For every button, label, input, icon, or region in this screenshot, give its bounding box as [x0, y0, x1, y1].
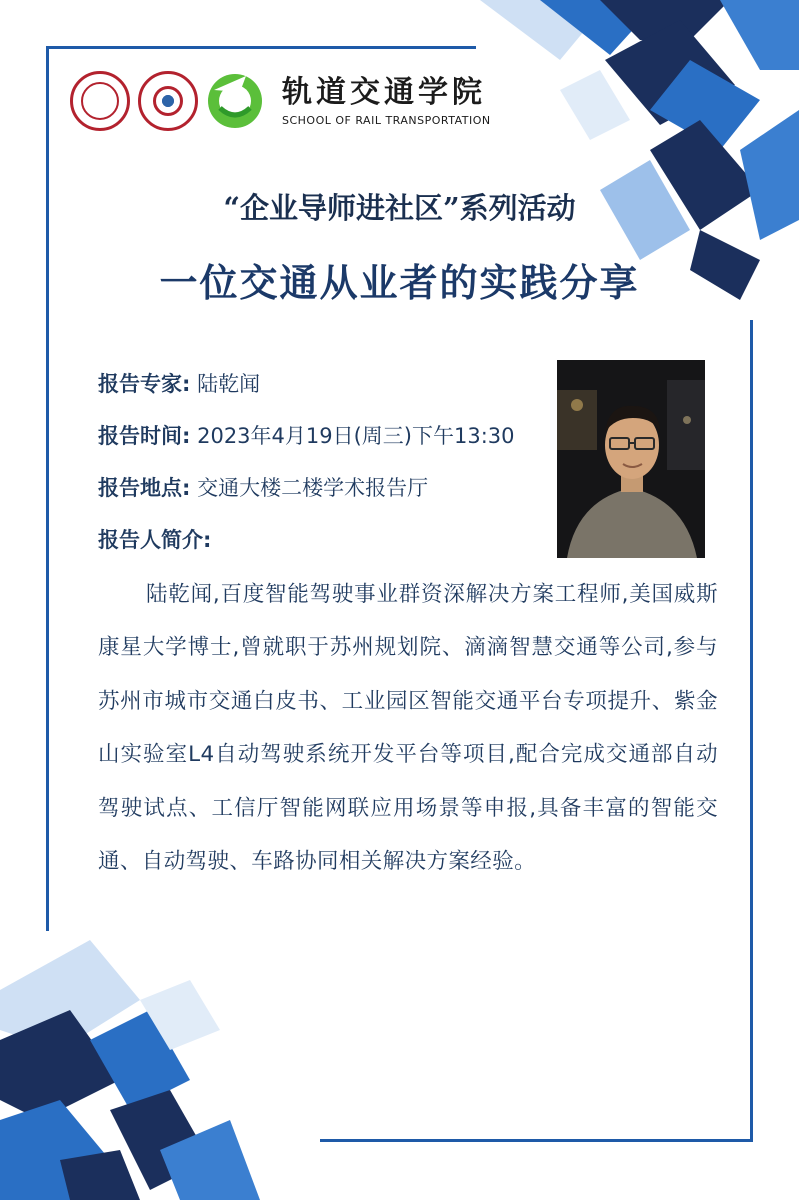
- time-label: 报告时间:: [98, 424, 191, 448]
- university-seal-logo: [70, 71, 130, 131]
- school-name-en: SCHOOL OF RAIL TRANSPORTATION: [282, 113, 491, 127]
- event-series-title: “企业导师进社区”系列活动: [223, 191, 576, 225]
- place-value: 交通大楼二楼学术报告厅: [197, 476, 429, 500]
- talk-title: 一位交通从业者的实践分享: [159, 261, 640, 305]
- speaker-photo: [557, 360, 705, 558]
- intro-row: [98, 524, 211, 554]
- rail-school-logo-icon: [206, 72, 264, 130]
- time-value: 2023年4月19日(周三)下午13:30: [197, 424, 515, 448]
- expert-label: 报告专家:: [98, 372, 191, 396]
- expert-row: [98, 368, 260, 398]
- intro-label: 报告人简介:: [98, 528, 212, 552]
- school-name-cn: 轨道交通学院: [282, 74, 486, 110]
- speaker-bio: 陆乾闻,百度智能驾驶事业群资深解决方案工程师,美国威斯康星大学博士,曾就职于苏州规划院、滴滴智慧交通等公司,参与苏州市城市交通白皮书、工业园区智能交通平台专项提升、紫金山实验室L4自动驾驶系统开发平台等项目,配合完成交通部自动驾驶试点、工信厅智能网联应用场景等申报,具备丰富的智能交通、自动驾驶、车路协同相关解决方案经验。: [98, 582, 718, 875]
- school-name: [282, 76, 491, 127]
- time-row: [98, 420, 515, 450]
- speaker-portrait-image: [557, 360, 705, 558]
- place-row: [98, 472, 428, 502]
- place-label: 报告地点:: [98, 476, 191, 500]
- expert-value: 陆乾闻: [197, 372, 261, 396]
- bottom-left-decoration: [0, 940, 260, 1200]
- university-emblem-logo: [138, 71, 198, 131]
- header-logos: [70, 70, 491, 132]
